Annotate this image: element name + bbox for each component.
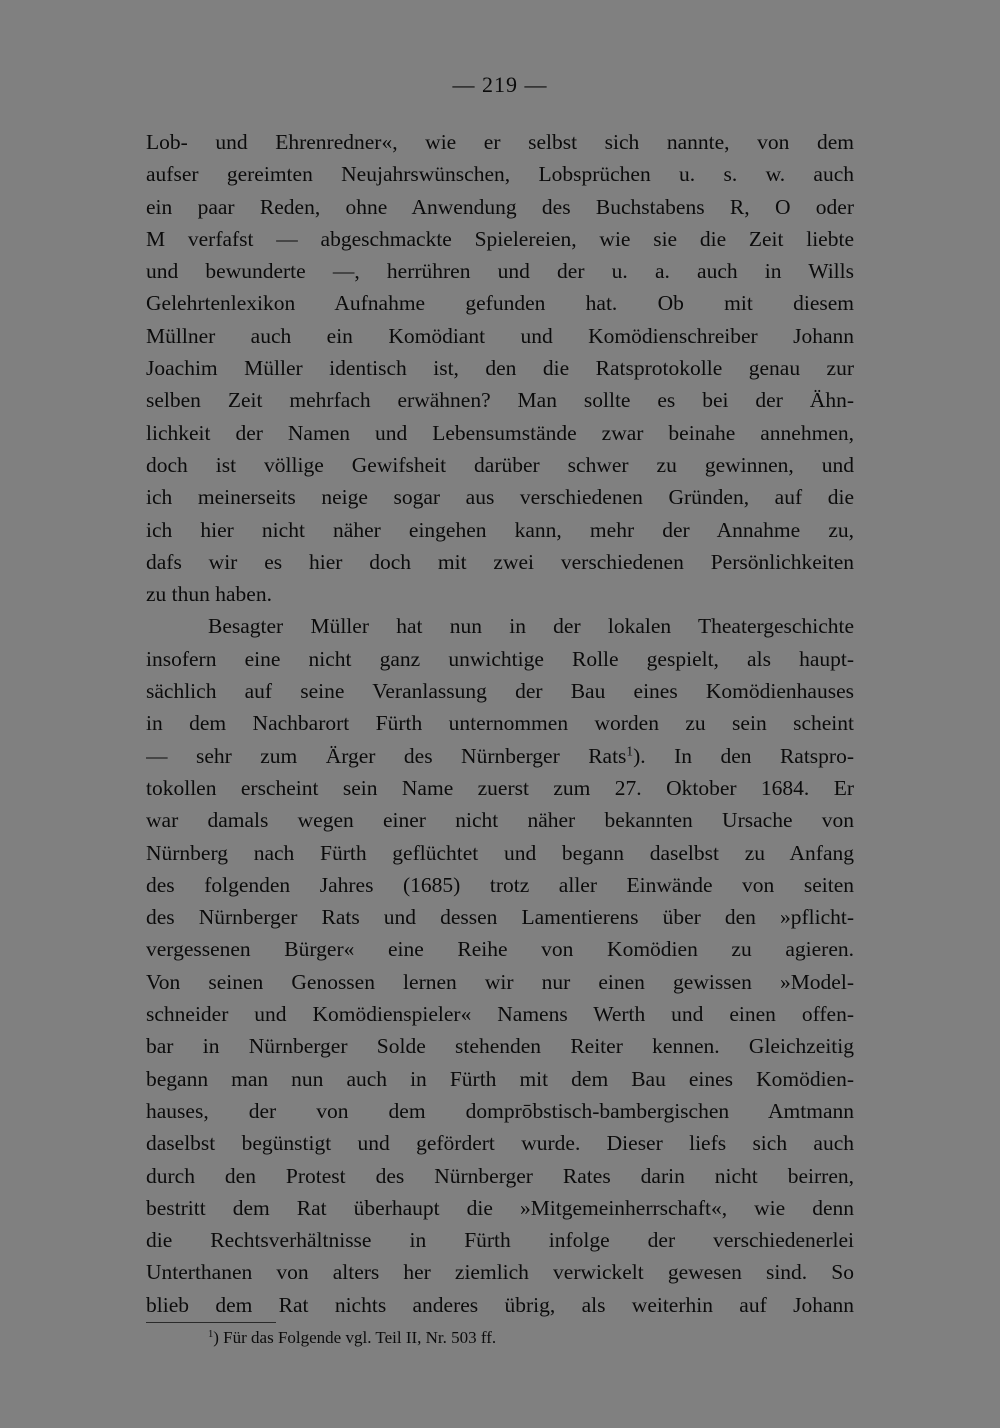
text-line: war damals wegen einer nicht näher bekannten Ursache von bbox=[146, 808, 854, 833]
text-line: Müllner auch ein Komödiant und Komödienschreiber Johann bbox=[146, 323, 854, 348]
text-line: vergessenen Bürger« eine Reihe von Komödien zu agieren. bbox=[146, 937, 854, 962]
text-line: ich hier nicht näher eingehen kann, mehr der Annahme zu, bbox=[146, 517, 854, 542]
text-line: Joachim Müller identisch ist, den die Ratsprotokolle genau zur bbox=[146, 356, 854, 381]
text-line: schneider und Komödienspieler« Namens Werth und einen offen- bbox=[146, 1002, 854, 1027]
text-line: blieb dem Rat nichts anderes übrig, als weiterhin auf Johann bbox=[146, 1292, 854, 1317]
text-line: daselbst begünstigt und gefördert wurde. Dieser liefs sich auch bbox=[146, 1131, 854, 1156]
text-line: sächlich auf seine Veranlassung der Bau eines Komödienhauses bbox=[146, 679, 854, 704]
footnote-text: ) Für das Folgende vgl. Teil II, Nr. 503 ff. bbox=[213, 1328, 497, 1347]
text-line: bar in Nürnberger Solde stehenden Reiter kennen. Gleichzeitig bbox=[146, 1034, 854, 1059]
text-line: dafs wir es hier doch mit zwei verschiedenen Persönlichkeiten bbox=[146, 549, 854, 574]
paragraph-start-line: Besagter Müller hat nun in der lokalen Theatergeschichte bbox=[208, 614, 854, 639]
text-line: in dem Nachbarort Fürth unternommen worden zu sein scheint bbox=[146, 711, 854, 736]
text-line: begann man nun auch in Fürth mit dem Bau eines Komödien- bbox=[146, 1066, 854, 1091]
page-number: — 219 — bbox=[452, 72, 548, 97]
text-line: ein paar Reden, ohne Anwendung des Buchstabens R, O oder bbox=[146, 194, 854, 219]
body-text bbox=[146, 126, 854, 1321]
text-line: M verfafst — abgeschmackte Spielereien, wie sie die Zeit liebte bbox=[146, 226, 854, 251]
text-line: doch ist völlige Gewifsheit darüber schwer zu gewinnen, und bbox=[146, 452, 854, 477]
text-line: Unterthanen von alters her ziemlich verwickelt gewesen sind. So bbox=[146, 1260, 854, 1285]
text-line: Lob- und Ehrenredner«, wie er selbst sich nannte, von dem bbox=[146, 130, 854, 154]
footnote bbox=[208, 1324, 496, 1352]
text-line: — sehr zum Ärger des Nürnberger Rats$^1$). In den Ratspro- bbox=[146, 743, 854, 768]
text-line: tokollen erscheint sein Name zuerst zum 27. Oktober 1684. Er bbox=[146, 775, 854, 800]
text-line: zu thun haben. bbox=[146, 582, 272, 607]
text-line: durch den Protest des Nürnberger Rates darin nicht beirren, bbox=[146, 1163, 854, 1188]
text-line: aufser gereimten Neujahrswünschen, Lobsprüchen u. s. w. auch bbox=[146, 162, 854, 187]
text-line: und bewunderte —, herrühren und der u. a. auch in Wills bbox=[146, 259, 854, 284]
text-line: Von seinen Genossen lernen wir nur einen gewissen »Model- bbox=[146, 969, 854, 994]
text-line: insofern eine nicht ganz unwichtige Rolle gespielt, als haupt- bbox=[146, 646, 854, 671]
text-line: die Rechtsverhältnisse in Fürth infolge der verschiedenerlei bbox=[146, 1228, 854, 1253]
text-line: des Nürnberger Rats und dessen Lamentierens über den »pflicht- bbox=[146, 905, 854, 930]
text-line: ich meinerseits neige sogar aus verschiedenen Gründen, auf die bbox=[146, 485, 854, 510]
footnote-reference: 1 bbox=[626, 743, 634, 759]
footnote-divider bbox=[146, 1322, 276, 1323]
text-line: selben Zeit mehrfach erwähnen? Man sollte es bei der Ähn- bbox=[146, 388, 854, 413]
text-line: Nürnberg nach Fürth geflüchtet und begann daselbst zu Anfang bbox=[146, 840, 854, 865]
text-line: bestritt dem Rat überhaupt die »Mitgemeinherrschaft«, wie denn bbox=[146, 1195, 854, 1220]
text-line: hauses, der von dem domprōbstisch-bambergischen Amtmann bbox=[146, 1098, 854, 1123]
footnote-marker: 1 bbox=[208, 1329, 214, 1341]
text-line: des folgenden Jahres (1685) trotz aller Einwände von seiten bbox=[146, 872, 854, 897]
text-line: lichkeit der Namen und Lebensumstände zwar beinahe annehmen, bbox=[146, 420, 854, 445]
text-line: Gelehrtenlexikon Aufnahme gefunden hat. Ob mit diesem bbox=[146, 291, 854, 316]
